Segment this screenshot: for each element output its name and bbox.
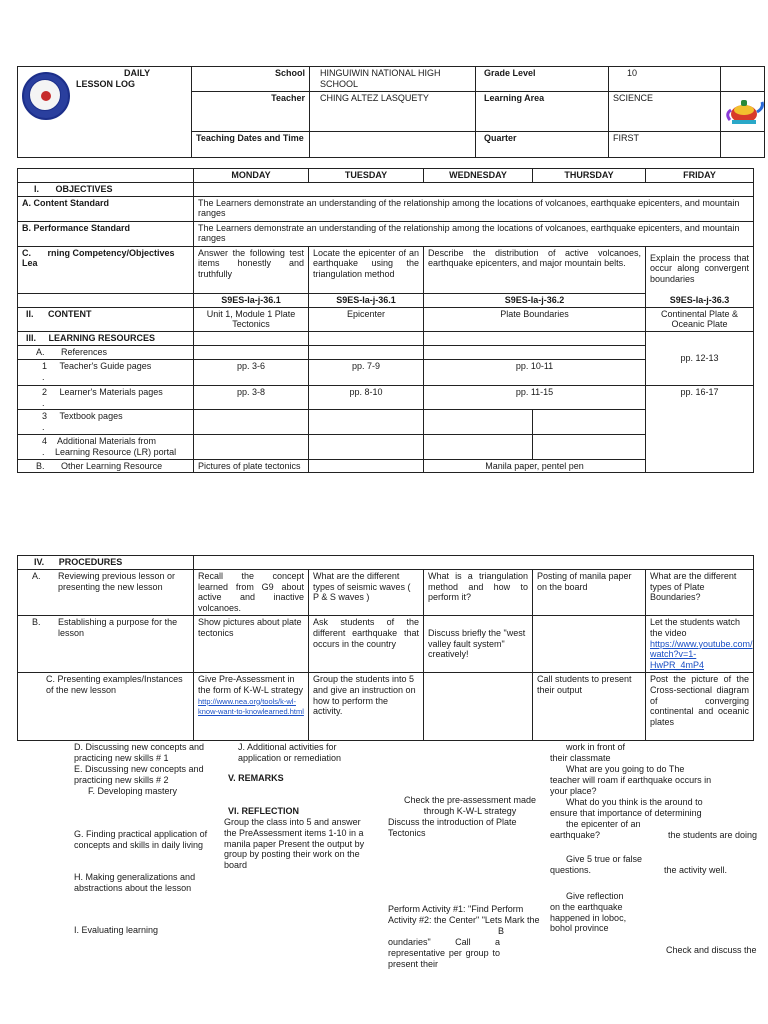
label-j: J. Additional activities for application or remediation bbox=[238, 742, 342, 763]
resources-label bbox=[18, 332, 194, 346]
other-label bbox=[18, 459, 194, 473]
other-wed-thu: Manila paper, pentel pen bbox=[424, 459, 646, 473]
proc-a-mon: Recall the concept learned from G9 about active and inactive volcanoes. bbox=[194, 569, 309, 615]
label-reflection: VI. REFLECTION bbox=[228, 806, 300, 816]
objectives-blank bbox=[194, 182, 754, 196]
references-tue bbox=[309, 345, 424, 359]
tb-mon bbox=[194, 410, 309, 435]
quarter-value: FIRST bbox=[609, 131, 721, 157]
competency-lea: Lea bbox=[22, 258, 38, 269]
lm-num: 2 bbox=[42, 386, 48, 397]
references-num: A. bbox=[36, 346, 45, 357]
proc-b-wed: Discuss briefly the "west valley fault system" creatively! bbox=[424, 615, 533, 672]
tg-label bbox=[18, 359, 194, 385]
header-right-cell-3 bbox=[721, 131, 765, 157]
label-f: F. Developing mastery bbox=[88, 786, 178, 796]
proc-a-fri: What are the different types of Plate Boundaries? bbox=[646, 569, 754, 615]
thu-think-text: What do you think is the around to ensure that importance of determining bbox=[550, 797, 703, 818]
objectives-num: I. bbox=[34, 183, 40, 194]
competency-c: C. bbox=[22, 247, 31, 258]
thu-what-text: What are you going to do The teacher will roam if earthquake occurs in your place? bbox=[550, 764, 712, 796]
days-blank bbox=[18, 169, 194, 183]
title-lesson-log: LESSON LOG bbox=[76, 78, 136, 89]
label-g: G. Finding practical application of concepts and skills in daily living bbox=[74, 829, 208, 850]
proc-a-thu: Posting of manila paper on the board bbox=[533, 569, 646, 615]
header-table bbox=[17, 66, 765, 158]
am-title2: Learning Resource (LR) portal bbox=[55, 446, 177, 457]
code-wed-thu: S9ES-Ia-j-36.2 bbox=[424, 293, 646, 307]
quarter-label: Quarter bbox=[476, 131, 609, 157]
proc-a-title: Reviewing previous lesson or presenting the new lesson bbox=[58, 570, 176, 592]
content-fri: Continental Plate & Oceanic Plate bbox=[646, 307, 754, 332]
thu-epi-text: the epicenter of an earthquake? bbox=[550, 819, 641, 840]
area-label: Learning Area bbox=[476, 91, 609, 131]
code-mon: S9ES-Ia-j-36.1 bbox=[194, 293, 309, 307]
content-label bbox=[18, 307, 194, 332]
proc-c-wed bbox=[424, 672, 533, 740]
content-standard-label: A. Content Standard bbox=[18, 196, 194, 221]
am-title1: Additional Materials from bbox=[57, 435, 157, 446]
code-blank bbox=[18, 293, 194, 307]
objectives-title: OBJECTIVES bbox=[55, 183, 113, 194]
references-title: References bbox=[61, 346, 108, 357]
proc-a-wed: What is a triangulation method and how to perform it? bbox=[424, 569, 533, 615]
tg-wed-thu: pp. 10-11 bbox=[424, 359, 646, 385]
dates-label: Teaching Dates and Time bbox=[192, 131, 310, 157]
other-tue bbox=[309, 459, 424, 473]
lm-fri bbox=[646, 385, 754, 473]
thu-give5-text: Give 5 true or false questions. bbox=[550, 854, 643, 875]
thu-wellact-text: the activity well. bbox=[664, 865, 728, 875]
proc-c-thu: Call students to present their output bbox=[533, 672, 646, 740]
proc-c-mon-text: Give Pre-Assessment in the form of K-W-L strategy bbox=[198, 673, 304, 695]
wed-check-text: Check the pre-assessment made through K-W-L strategy bbox=[403, 795, 537, 816]
objectives-heading bbox=[18, 182, 194, 196]
proc-a-num: A. bbox=[32, 570, 41, 581]
other-num: B. bbox=[36, 460, 45, 471]
proc-c-title: C. Presenting examples/Instances of the new lesson bbox=[46, 673, 183, 695]
label-d: D. Discussing new concepts and practicing new skills # 1 bbox=[74, 742, 205, 763]
proc-b-fri-text: Let the students watch the video bbox=[650, 616, 741, 638]
proc-b-title: Establishing a purpose for the lesson bbox=[58, 616, 178, 638]
day-thursday: THURSDAY bbox=[533, 169, 646, 183]
content-tue: Epicenter bbox=[309, 307, 424, 332]
tg-dot: . bbox=[42, 371, 45, 382]
tb-thu bbox=[533, 410, 646, 435]
lm-tue: pp. 8-10 bbox=[309, 385, 424, 410]
proc-a-label bbox=[18, 569, 194, 615]
day-tuesday: TUESDAY bbox=[309, 169, 424, 183]
proc-b-row bbox=[22, 617, 189, 639]
proc-c-tue: Group the students into 5 and give an instruction on how to perform the activity. bbox=[309, 672, 424, 740]
header-right-cell-2 bbox=[721, 91, 765, 131]
procedures-title: PROCEDURES bbox=[58, 557, 123, 567]
resources-num: III. bbox=[26, 333, 37, 344]
content-mon: Unit 1, Module 1 Plate Tectonics bbox=[194, 307, 309, 332]
header-right-cell-1 bbox=[721, 67, 765, 92]
am-label bbox=[18, 434, 194, 459]
procedures-table bbox=[17, 555, 754, 741]
tg-fri: pp. 12-13 bbox=[646, 332, 754, 386]
label-h: H. Making generalizations and abstractions about the lesson bbox=[74, 872, 196, 893]
proc-c-label bbox=[18, 672, 194, 740]
thu-doing-text: the students are doing bbox=[668, 830, 758, 840]
wed-b-text: B bbox=[498, 926, 505, 936]
nea-link[interactable]: http://www.nea.org/tools/k-wl-know-want-to-knowlearned.html bbox=[198, 696, 304, 717]
references-label bbox=[18, 345, 194, 359]
am-thu bbox=[533, 434, 646, 459]
school-value: HINGUIWIN NATIONAL HIGH SCHOOL bbox=[310, 67, 476, 92]
other-title: Other Learning Resource bbox=[61, 460, 163, 471]
grade-label: Grade Level bbox=[476, 67, 609, 92]
references-mon bbox=[194, 345, 309, 359]
competency-tue: Locate the epicenter of an earthquake using the triangulation method bbox=[309, 246, 424, 293]
competency-label bbox=[18, 246, 194, 293]
proc-c-mon bbox=[194, 672, 309, 740]
label-remarks: V. REMARKS bbox=[228, 773, 284, 783]
am-num: 4 bbox=[42, 435, 48, 446]
tb-dot: . bbox=[42, 422, 45, 433]
lesson-table bbox=[17, 168, 754, 473]
am-wed bbox=[424, 434, 533, 459]
am-dot: . bbox=[42, 446, 45, 457]
wed-perform-text: Perform Activity #1: "Find Perform Activity #2: the Center" "Lets Mark the bbox=[388, 904, 540, 925]
content-standard-text: The Learners demonstrate an understanding of the relationship among the locations of volcanoes, earthquake epicenters, and mountain ranges bbox=[194, 196, 754, 221]
am-line2 bbox=[22, 447, 189, 458]
tg-tue: pp. 7-9 bbox=[309, 359, 424, 385]
competency-wed-thu: Describe the distribution of active volcanoes, earthquake epicenters, and major mountain belts. bbox=[424, 246, 646, 293]
proc-b-label bbox=[18, 615, 194, 672]
proc-a-row bbox=[22, 571, 189, 593]
proc-b-thu bbox=[533, 615, 646, 672]
am-line1 bbox=[22, 436, 189, 447]
proc-b-tue: Ask students of the different earthquake that occurs in the country bbox=[309, 615, 424, 672]
lm-label bbox=[18, 385, 194, 410]
tb-title: Textbook pages bbox=[59, 411, 123, 422]
competency-rest: rning Competency/Objectives bbox=[47, 247, 175, 258]
code-tue: S9ES-Ia-j-36.1 bbox=[309, 293, 424, 307]
content-wed-thu: Plate Boundaries bbox=[424, 307, 646, 332]
lm-wed-thu: pp. 11-15 bbox=[424, 385, 646, 410]
tb-tue bbox=[309, 410, 424, 435]
procedures-blank bbox=[194, 556, 754, 570]
lm-dot: . bbox=[42, 397, 45, 408]
mon-group-text: Group the class into 5 and answer the PreAssessment items 1-10 in a manila paper Present the output by group by posting their work on the board bbox=[224, 817, 365, 871]
other-mon: Pictures of plate tectonics bbox=[194, 459, 309, 473]
tg-mon: pp. 3-6 bbox=[194, 359, 309, 385]
lm-mon: pp. 3-8 bbox=[194, 385, 309, 410]
grade-value: 10 bbox=[609, 67, 721, 92]
school-label: School bbox=[192, 67, 310, 92]
procedures-num: IV. bbox=[34, 557, 45, 567]
competency-fri: Explain the process that occur along convergent boundaries bbox=[650, 252, 749, 285]
day-wednesday: WEDNESDAY bbox=[424, 169, 533, 183]
tg-title: Teacher's Guide pages bbox=[59, 360, 152, 371]
resources-mon bbox=[194, 332, 309, 346]
resources-wed-thu bbox=[424, 332, 646, 346]
content-title: CONTENT bbox=[48, 308, 92, 319]
area-value: SCIENCE bbox=[609, 91, 721, 131]
wed-discuss-text: Discuss the introduction of Plate Tectonics bbox=[388, 817, 517, 838]
teacher-label: Teacher bbox=[192, 91, 310, 131]
day-friday: FRIDAY bbox=[646, 169, 754, 183]
dates-value bbox=[310, 131, 476, 157]
day-monday: MONDAY bbox=[194, 169, 309, 183]
tb-wed bbox=[424, 410, 533, 435]
tb-label bbox=[18, 410, 194, 435]
performance-standard-text: The Learners demonstrate an understanding of the relationship among the locations of volcanoes, earthquake epicenters, and mountain ranges bbox=[194, 221, 754, 246]
proc-c-fri: Post the picture of the Cross-sectional diagram of converging continental and oceanic plates bbox=[646, 672, 754, 740]
title-cell bbox=[18, 67, 192, 158]
competency-mon: Answer the following test items honestly and truthfully bbox=[194, 246, 309, 293]
code-fri: S9ES-Ia-j-36.3 bbox=[669, 294, 730, 305]
proc-a-tue: What are the different types of seismic waves ( P & S waves ) bbox=[309, 569, 424, 615]
thu-work-text: work in front of their classmate bbox=[550, 742, 626, 763]
performance-standard-label: B. Performance Standard bbox=[18, 221, 194, 246]
resources-tue bbox=[309, 332, 424, 346]
procedures-heading bbox=[18, 556, 194, 570]
lm-title: Learner's Materials pages bbox=[59, 386, 163, 397]
competency-fri-cell bbox=[646, 246, 754, 307]
thu-reflect-text: Give reflection on the earthquake happened in loboc, bohol province bbox=[550, 891, 627, 934]
references-wed-thu bbox=[424, 345, 646, 359]
wed-oundaries-text: oundaries" Call a representative per group to present their bbox=[388, 937, 500, 969]
am-tue bbox=[309, 434, 424, 459]
label-i: I. Evaluating learning bbox=[74, 925, 159, 935]
lm-fri-text: pp. 16-17 bbox=[680, 386, 719, 397]
tb-num: 3 bbox=[42, 411, 48, 422]
label-e: E. Discussing new concepts and practicing new skills # 2 bbox=[74, 764, 204, 785]
proc-b-fri bbox=[646, 615, 754, 672]
am-mon bbox=[194, 434, 309, 459]
fri-check-text: Check and discuss the bbox=[666, 945, 757, 955]
content-num: II. bbox=[26, 308, 34, 319]
proc-b-num: B. bbox=[32, 616, 41, 627]
resources-title: LEARNING RESOURCES bbox=[48, 333, 156, 344]
proc-b-mon: Show pictures about plate tectonics bbox=[194, 615, 309, 672]
teacher-value: CHING ALTEZ LASQUETY bbox=[310, 91, 476, 131]
youtube-link[interactable]: https://www.youtube.com/ watch?v=1-HwPR_4mP4 bbox=[650, 638, 753, 671]
tg-num: 1 bbox=[42, 360, 48, 371]
title-daily: DAILY bbox=[124, 68, 151, 78]
